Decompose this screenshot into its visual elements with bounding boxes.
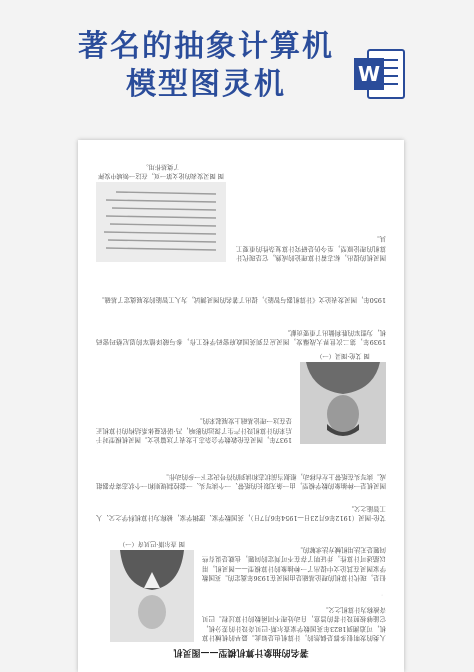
paragraph-4: 图灵机是一种抽象的数学模型，由一条无限长的纸带、一个读写头、一套控制规则和一个状态寄存器组成。读写头在纸带上左右移动，根据当前状态和读到的符号决定下一步的动作。 — [96, 472, 386, 490]
paper-page-photo — [96, 182, 226, 262]
turing-portrait — [300, 362, 386, 444]
paragraph-1: 人类的发明很多都是偶然的，计算机也是如此。最早的机械计算机，可追溯到1823年英国数学家查尔斯·巴贝奇设计的差分机，它能够按照设计者的旨意，自动处理不同函数的计算过程。巴贝奇被称为计算机之父。 — [202, 605, 386, 642]
banner-title — [70, 28, 342, 104]
paragraph-3: 艾伦·图灵（1912年6月23日—1954年6月7日），英国数学家、逻辑学家，被称为计算机科学之父、人工智能之父。 — [96, 504, 386, 522]
document-title: 著名的抽象计算机模型——图灵机 — [173, 647, 309, 657]
banner-title-line1: 著名的抽象计算机 — [78, 29, 334, 64]
word-document-icon — [352, 46, 406, 102]
turing-portrait-drawing — [300, 362, 386, 444]
paragraph-8: 图灵机的提出，标志着计算理论的成熟，它是现代计算机的理论原型，至今仍是研究计算复杂性的重要工具。 — [236, 235, 386, 262]
paragraph-6: 1939年，第二次世界大战爆发，图灵应召到英国政府密码学校工作，参与破译德军的恩尼格玛密码机，为盟军的胜利做出了重要贡献。 — [96, 328, 386, 346]
paper-caption: 图 图灵发表的论文第一页，在这一领域中发挥了奠基作用。 — [98, 163, 224, 179]
paragraph-5: 1937年，图灵在伦敦数学会杂志上发表了这篇论文。图灵机模型对于后来的计算机设计产生了深远的影响，冯·诺依曼体系结构的计算机正是在这一理论基础上发展起来的。 — [96, 417, 292, 444]
word-icon-letter: W — [357, 62, 381, 86]
babbage-portrait-drawing — [110, 550, 194, 642]
banner-title-line2: 模型图灵机 — [126, 67, 286, 102]
watermark: · — [377, 587, 387, 603]
babbage-portrait — [110, 550, 194, 642]
paper-page-drawing — [96, 182, 226, 262]
paragraph-2: 但是，现代计算机的理论基础是由图灵在1936年奠定的。英国数学家图灵在其论文中提出了一种抽象的计算模型——图灵机，用以描述可计算性，并证明了存在不可判定的问题，也就是说有些问题是无法用机械方法求解的。 — [202, 545, 386, 582]
paragraph-7: 1950年，图灵发表论文《计算机器与智能》，提出了著名的图灵测试，为人工智能的发展奠定了基础。 — [98, 296, 386, 304]
babbage-caption: 图 查尔斯·巴贝奇（一） — [119, 540, 185, 547]
turing-caption: 图 艾伦·图灵（一） — [316, 352, 370, 359]
document-page — [78, 140, 404, 672]
